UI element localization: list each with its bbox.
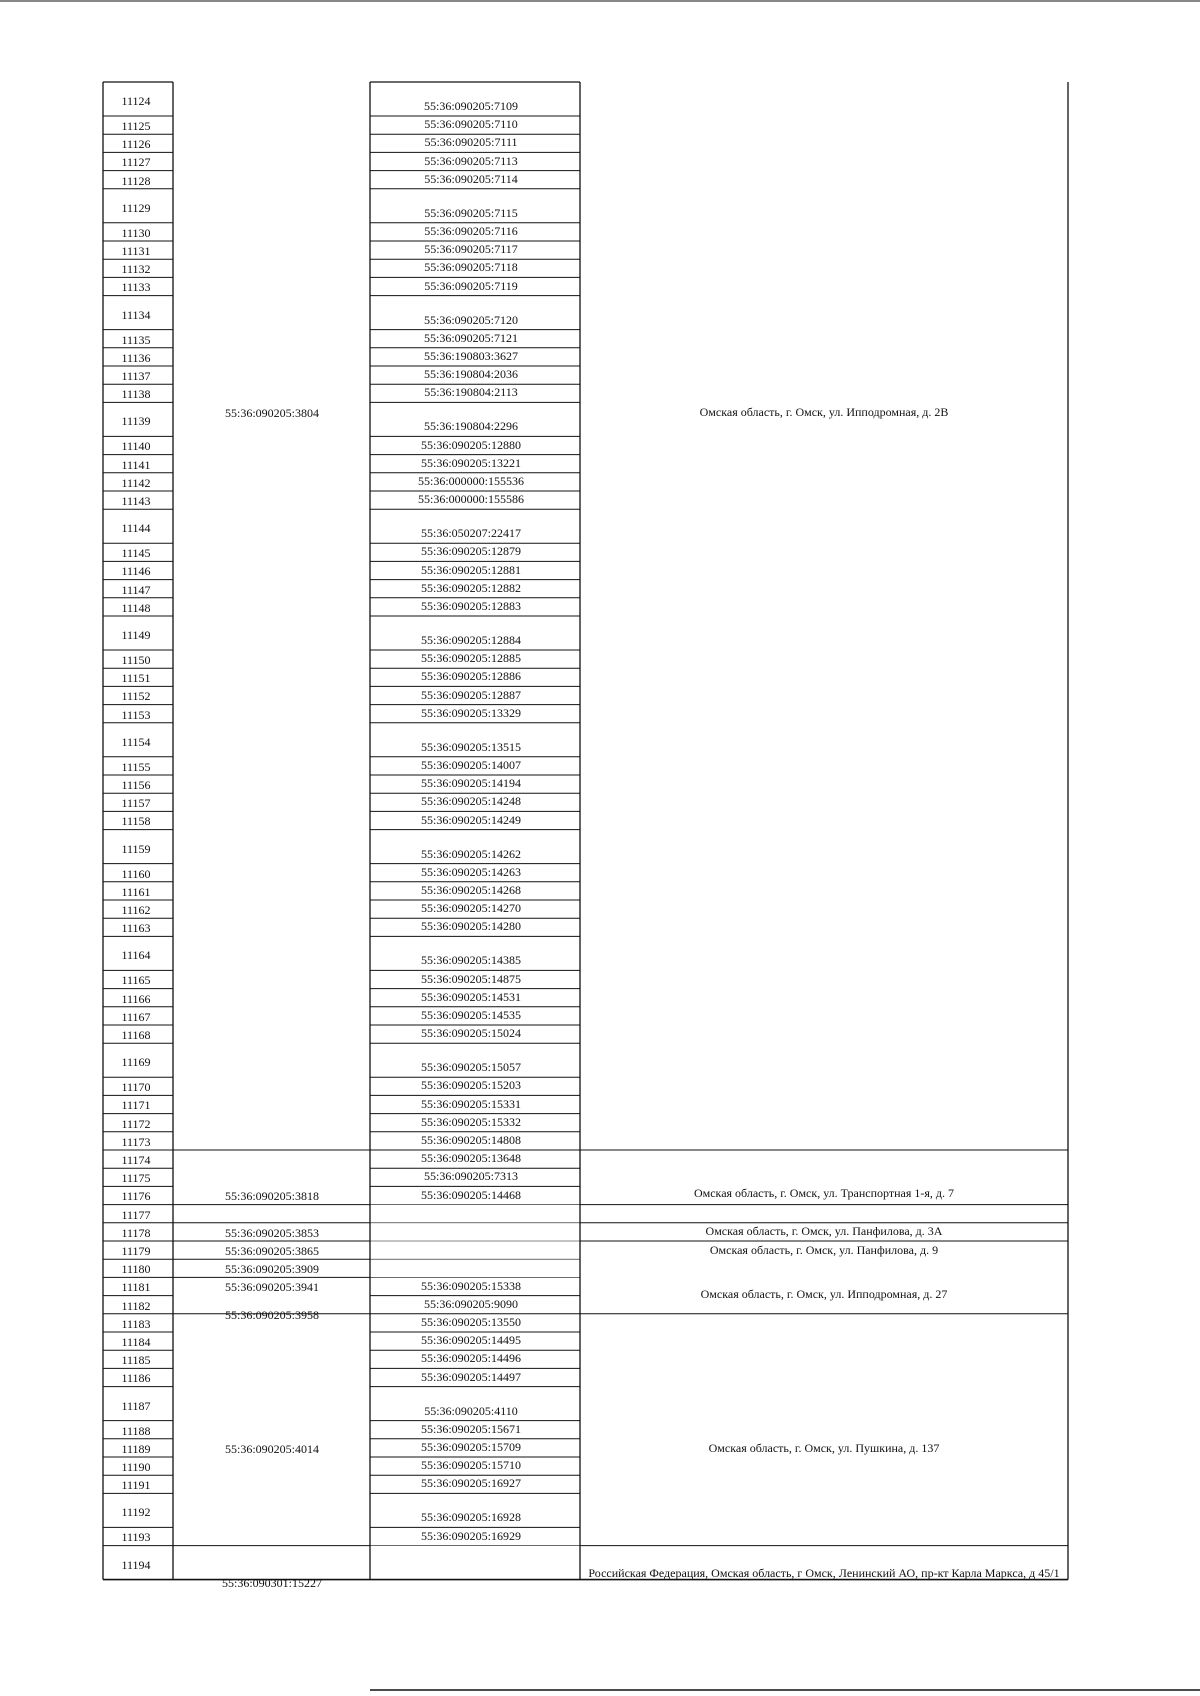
row-number: 11126 — [121, 137, 151, 152]
row-number: 11181 — [121, 1280, 151, 1295]
address-cell: Омская область, г. Омск, ул. Ипподромная, д. 27 — [700, 1287, 948, 1301]
row-number: 11139 — [121, 414, 151, 429]
row-number: 11165 — [121, 973, 151, 988]
row-number: 11134 — [121, 307, 151, 322]
cadastral-number: 55:36:090205:12882 — [420, 580, 521, 595]
row-number: 11169 — [121, 1055, 151, 1070]
row-number: 11188 — [121, 1423, 151, 1438]
cadastral-number: 55:36:090205:14268 — [420, 883, 521, 897]
cadastral-number: 55:36:090205:14875 — [420, 971, 521, 986]
cadastral-number: 55:36:090205:15671 — [420, 1421, 521, 1436]
row-number: 11168 — [121, 1028, 151, 1042]
row-number: 11135 — [121, 332, 151, 347]
cadastral-number: 55:36:090205:14385 — [420, 953, 521, 968]
cadastral-number: 55:36:090205:14263 — [420, 864, 521, 879]
cadastral-number: 55:36:190804:2113 — [424, 385, 518, 400]
cadastral-number: 55:36:090205:15332 — [420, 1114, 521, 1129]
address-cell: Омская область, г. Омск, ул. Панфилова, д. 3А — [705, 1224, 943, 1238]
row-number: 11140 — [121, 439, 151, 454]
row-number: 11175 — [121, 1171, 151, 1186]
row-number: 11156 — [121, 778, 151, 792]
cadastral-number: 55:36:090205:7110 — [424, 117, 518, 132]
cadastral-number: 55:36:090205:13648 — [420, 1151, 521, 1166]
row-number: 11150 — [121, 653, 151, 667]
row-number: 11182 — [121, 1298, 151, 1313]
cadastral-number: 55:36:090205:15057 — [420, 1060, 521, 1075]
parent-cadastral-number: 55:36:090205:3958 — [224, 1308, 319, 1322]
cadastral-number: 55:36:050207:22417 — [420, 526, 521, 541]
cadastral-number: 55:36:090205:7114 — [424, 171, 518, 186]
cadastral-number: 55:36:090205:7121 — [423, 330, 518, 345]
cadastral-number: 55:36:090205:12879 — [420, 544, 521, 559]
row-number: 11133 — [121, 280, 151, 295]
row-number: 11149 — [121, 628, 151, 642]
row-number: 11153 — [121, 707, 151, 722]
cadastral-number: 55:36:090205:12885 — [420, 651, 521, 666]
row-number: 11186 — [121, 1371, 151, 1386]
parent-cadastral-number: 55:36:090205:3865 — [224, 1244, 319, 1258]
cadastral-number: 55:36:090205:14270 — [420, 901, 521, 916]
cadastral-number: 55:36:090205:13221 — [420, 455, 521, 470]
row-number: 11143 — [121, 494, 151, 508]
row-number: 11172 — [121, 1116, 151, 1131]
row-number: 11173 — [121, 1134, 151, 1149]
cadastral-number: 55:36:090205:12886 — [420, 669, 521, 684]
cadastral-number: 55:36:090205:14468 — [420, 1187, 521, 1202]
row-number: 11124 — [121, 94, 151, 108]
cadastral-number: 55:36:090205:7118 — [424, 260, 518, 275]
row-number: 11146 — [121, 564, 151, 579]
row-number: 11136 — [121, 350, 151, 365]
row-number: 11160 — [121, 866, 151, 881]
address-cell: Омская область, г. Омск, ул. Ипподромная, д. 2В — [699, 405, 949, 419]
cadastral-number: 55:36:090205:7119 — [424, 278, 518, 293]
cadastral-number: 55:36:090205:15710 — [420, 1458, 521, 1473]
row-number: 11164 — [121, 948, 151, 963]
parent-cadastral-number: 55:36:090205:4014 — [224, 1442, 319, 1456]
row-number: 11187 — [121, 1398, 151, 1413]
cadastral-number: 55:36:090205:7116 — [424, 224, 518, 238]
row-number: 11190 — [121, 1460, 151, 1474]
cadastral-number: 55:36:090205:14496 — [420, 1351, 521, 1366]
cadastral-number: 55:36:090205:13515 — [420, 739, 521, 754]
cadastral-number: 55:36:000000:155536 — [417, 474, 524, 488]
cadastral-number: 55:36:090205:14248 — [420, 794, 521, 809]
row-number: 11131 — [121, 244, 151, 258]
cadastral-number: 55:36:090205:14007 — [420, 758, 521, 772]
cadastral-number: 55:36:090205:16927 — [420, 1476, 521, 1491]
row-number: 11193 — [121, 1530, 151, 1545]
cadastral-number: 55:36:190804:2036 — [423, 367, 518, 382]
row-number: 11178 — [121, 1225, 151, 1240]
row-number: 11192 — [121, 1505, 151, 1520]
parent-cadastral-number: 55:36:090205:3818 — [224, 1189, 319, 1203]
row-number: 11177 — [121, 1207, 151, 1222]
row-number: 11179 — [121, 1244, 151, 1258]
parent-cadastral-number: 55:36:090205:3853 — [224, 1226, 319, 1240]
row-number: 11138 — [121, 387, 151, 402]
cadastral-number: 55:36:090205:14495 — [420, 1333, 521, 1348]
cadastral-number: 55:36:090205:15024 — [420, 1026, 521, 1041]
cadastral-number: 55:36:090205:7120 — [423, 312, 518, 327]
cadastral-number: 55:36:090205:15709 — [420, 1440, 521, 1454]
row-number: 11191 — [121, 1478, 151, 1493]
cadastral-number: 55:36:090205:14808 — [420, 1133, 521, 1147]
row-number: 11141 — [121, 457, 151, 472]
row-number: 11142 — [121, 475, 151, 490]
address-cell: Омская область, г. Омск, ул. Транспортная 1-я, д. 7 — [693, 1186, 955, 1200]
row-number: 11183 — [121, 1316, 151, 1331]
cadastral-number: 55:36:090205:7113 — [424, 153, 518, 168]
cadastral-number: 55:36:090205:13550 — [420, 1315, 521, 1329]
row-number: 11180 — [121, 1262, 151, 1277]
row-number: 11125 — [121, 119, 151, 133]
cadastral-number: 55:36:090205:4110 — [424, 1403, 518, 1418]
row-number: 11132 — [121, 262, 151, 277]
row-number: 11144 — [121, 521, 151, 536]
row-number: 11176 — [121, 1189, 151, 1204]
cadastral-number: 55:36:090205:15203 — [420, 1078, 521, 1093]
row-number: 11161 — [121, 884, 151, 899]
address-cell: Омская область, г. Омск, ул. Панфилова, д. 9 — [709, 1243, 939, 1257]
row-number: 11167 — [121, 1009, 151, 1024]
parent-cadastral-number: 55:36:090205:3909 — [224, 1262, 319, 1276]
row-number: 11170 — [121, 1080, 151, 1095]
cadastral-number: 55:36:090205:9090 — [423, 1296, 518, 1311]
cadastral-number: 55:36:090205:7109 — [423, 99, 518, 113]
cadastral-number: 55:36:090205:14535 — [420, 1008, 521, 1022]
cadastral-number: 55:36:190803:3627 — [423, 349, 518, 363]
row-number: 11145 — [121, 546, 151, 561]
row-number: 11185 — [121, 1353, 151, 1368]
cadastral-number: 55:36:090205:14280 — [420, 919, 521, 934]
row-number: 11152 — [121, 689, 151, 704]
cadastral-number: 55:36:090205:14249 — [420, 812, 521, 827]
row-number: 11162 — [121, 903, 151, 917]
row-number: 11137 — [121, 369, 151, 383]
row-number: 11163 — [121, 921, 151, 936]
cadastral-number: 55:36:190804:2296 — [423, 419, 518, 434]
row-number: 11184 — [121, 1335, 151, 1349]
row-number: 11151 — [121, 671, 151, 686]
cadastral-number: 55:36:090205:15331 — [420, 1096, 521, 1111]
cadastral-number: 55:36:090205:14531 — [420, 989, 521, 1004]
row-number: 11128 — [121, 173, 151, 188]
parent-cadastral-number: 55:36:090205:3941 — [224, 1280, 319, 1294]
row-number: 11127 — [121, 155, 151, 170]
cadastral-number: 55:36:090205:16929 — [420, 1528, 521, 1543]
cadastral-number: 55:36:090205:15338 — [420, 1278, 521, 1293]
row-number: 11148 — [121, 600, 151, 615]
cadastral-number: 55:36:090205:13329 — [420, 705, 521, 720]
cadastral-number: 55:36:090205:7313 — [423, 1169, 518, 1184]
cadastral-number: 55:36:090205:7115 — [424, 205, 518, 220]
row-number: 11158 — [121, 814, 151, 829]
cadastral-number: 55:36:090205:7117 — [424, 242, 518, 257]
row-number: 11159 — [121, 841, 151, 856]
row-number: 11174 — [121, 1153, 151, 1167]
parent-cadastral-number: 55:36:090205:3804 — [224, 406, 319, 420]
address-cell: Российская Федерация, Омская область, г Омск, Ленинский АО, пр-кт Карла Маркса, д 45/1 — [588, 1566, 1060, 1580]
cadastral-number: 55:36:090205:12880 — [420, 437, 521, 452]
row-number: 11194 — [121, 1557, 151, 1572]
row-number: 11130 — [121, 225, 151, 240]
row-number: 11171 — [121, 1098, 151, 1113]
row-number: 11155 — [121, 759, 151, 774]
row-number: 11166 — [121, 991, 151, 1006]
row-number: 11189 — [121, 1441, 151, 1456]
parent-cadastral-number: 55:36:090301:15227 — [221, 1576, 322, 1590]
cadastral-number: 55:36:090205:14497 — [420, 1369, 521, 1384]
row-number: 11157 — [121, 796, 151, 811]
cadastral-number: 55:36:090205:14194 — [420, 776, 521, 791]
cadastral-number: 55:36:090205:12884 — [420, 633, 521, 647]
address-cell: Омская область, г. Омск, ул. Пушкина, д. 137 — [708, 1441, 940, 1455]
cadastral-number: 55:36:090205:16928 — [420, 1510, 521, 1525]
row-number: 11147 — [121, 582, 151, 597]
cadastral-number: 55:36:090205:12883 — [420, 599, 521, 613]
row-number: 11129 — [121, 200, 151, 215]
cadastral-number: 55:36:090205:14262 — [420, 846, 521, 861]
cadastral-number: 55:36:090205:12887 — [420, 687, 521, 702]
cadastral-number: 55:36:090205:12881 — [420, 562, 521, 577]
row-number: 11154 — [121, 734, 151, 749]
cadastral-number: 55:36:090205:7111 — [424, 135, 518, 150]
cadastral-number: 55:36:000000:155586 — [417, 492, 524, 507]
